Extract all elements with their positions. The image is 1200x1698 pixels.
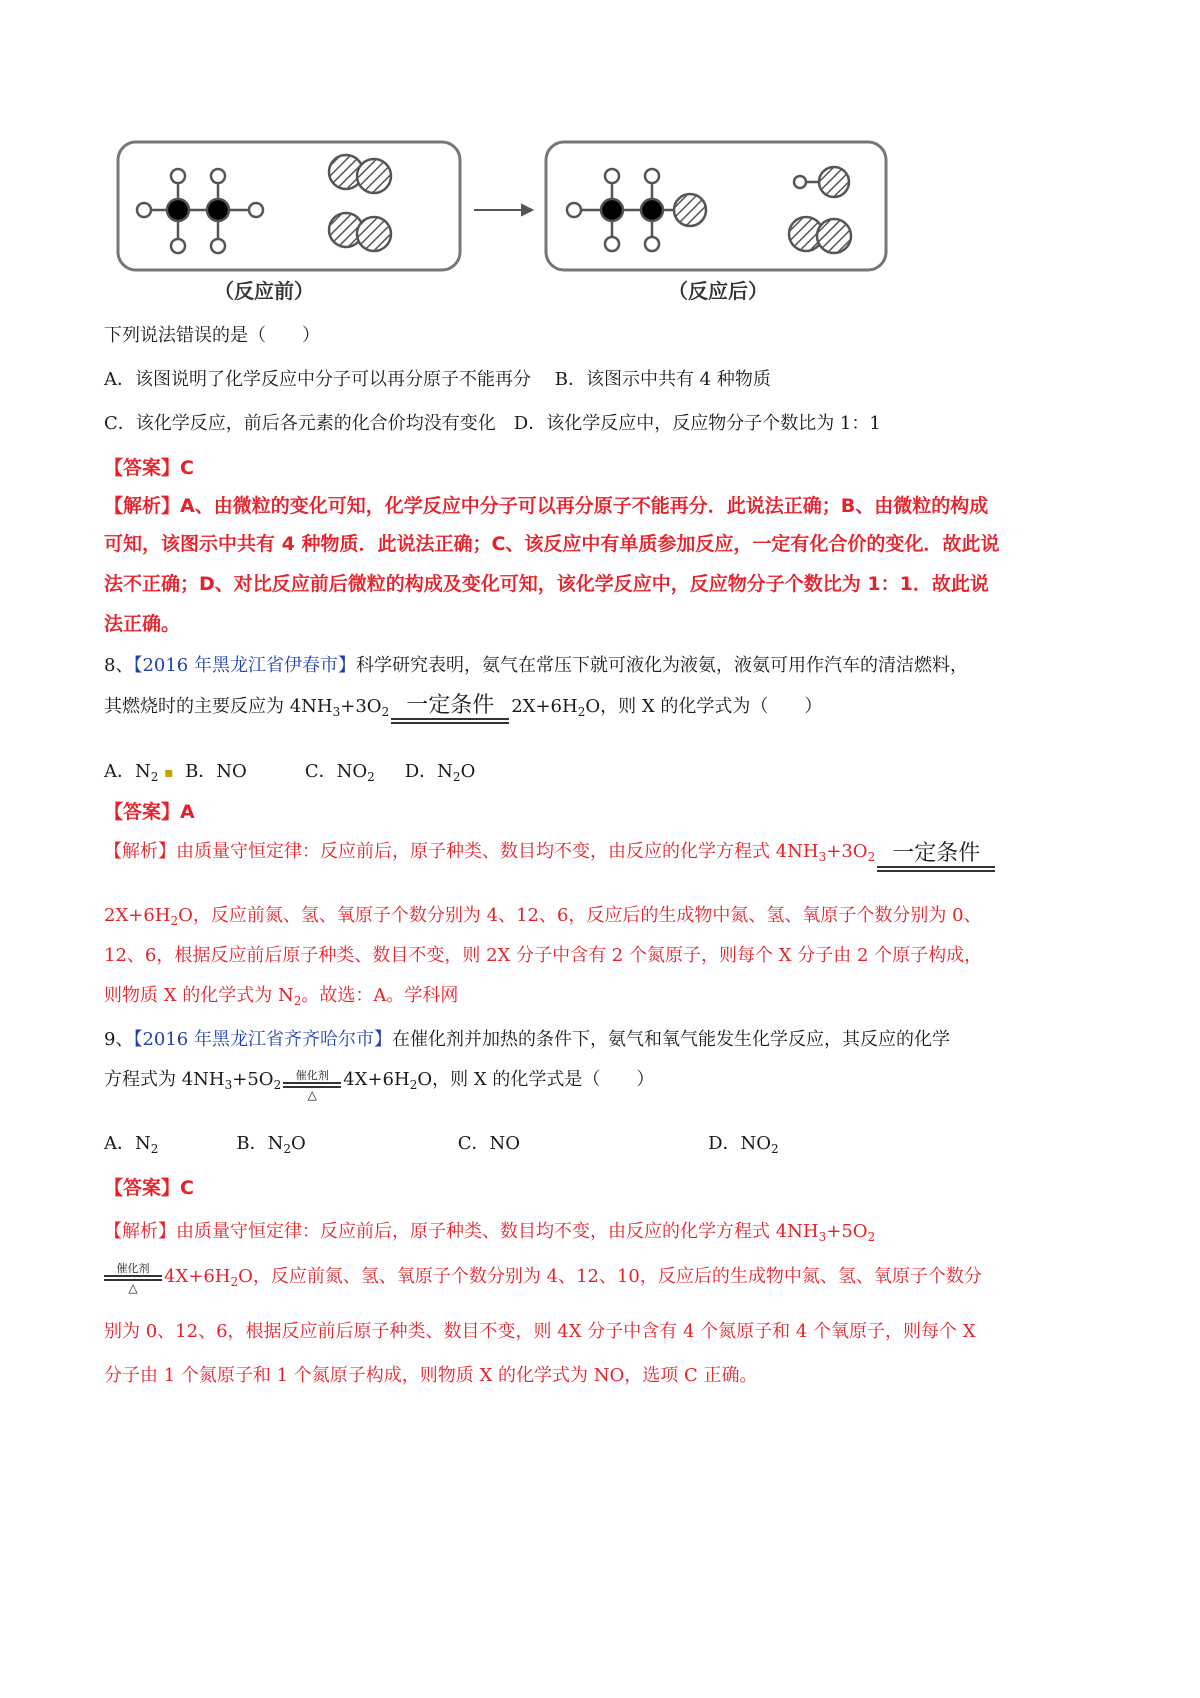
analysis-part: +3O — [826, 841, 868, 862]
option-b: B．N — [236, 1133, 284, 1154]
analysis-part: 则物质 X 的化学式为 N — [104, 985, 294, 1006]
q8-analysis-line1 — [104, 832, 997, 872]
catalyst-text: 催化剂 — [116, 1262, 150, 1275]
analysis-part: 【解析】由质量守恒定律：反应前后，原子种类、数目均不变，由反应的化学方程式 4NH — [104, 841, 819, 862]
q8-stem-line1 — [104, 654, 968, 678]
q8-answer: 【答案】A — [104, 801, 195, 823]
q8-analysis-line4 — [104, 984, 458, 1008]
q9-stem-part: 方程式为 4NH — [104, 1069, 225, 1090]
q7-answer: 【答案】C — [104, 457, 194, 479]
q7-analysis-line: 法正确。 — [104, 613, 181, 635]
condition-text: 一定条件 — [406, 693, 495, 718]
subscript: 3 — [818, 850, 827, 864]
subscript: 3 — [332, 705, 341, 719]
option-d: D．NO — [708, 1133, 772, 1154]
subscript: 2 — [771, 1142, 779, 1156]
q9-options — [104, 1132, 779, 1156]
subscript: 2 — [367, 770, 375, 784]
q8-analysis-line3: 12、6，根据反应前后原子种类、数目不变，则 2X 分子中含有 2 个氮原子，则每个 X 分子由 2 个原子构成， — [104, 945, 983, 966]
q8-stem-text: 科学研究表明，氨气在常压下就可液化为液氨，液氨可用作汽车的清洁燃料， — [355, 655, 968, 676]
q7-analysis-line: 可知，该图示中共有 4 种物质．此说法正确；C、该反应中有单质参加反应，一定有化合价的变化．故此说 — [104, 533, 1000, 555]
before-label: （反应前） — [214, 279, 314, 303]
heat-symbol: △ — [128, 1281, 138, 1295]
subscript: 2 — [867, 1230, 876, 1244]
dot-mark: ▪ — [164, 765, 174, 781]
q9-analysis-line3: 别为 0、12、6，根据反应前后原子种类、数目不变，则 4X 分子中含有 4 个氮原子和 4 个氧原子，则每个 X — [104, 1321, 976, 1342]
option-b-suffix: O — [291, 1133, 306, 1154]
q7-analysis-line: 【解析】A、由微粒的变化可知，化学反应中分子可以再分原子不能再分．此说法正确；B、由微粒的构成 — [104, 495, 989, 517]
subscript: 3 — [224, 1078, 233, 1092]
heat-symbol: △ — [307, 1088, 317, 1102]
analysis-part: O，反应前氮、氢、氧原子个数分别为 4、12、10，反应后的生成物中氮、氢、氧原子个数分 — [238, 1266, 982, 1287]
q7-analysis-line: 法不正确；D、对比反应前后微粒的构成及变化可知，该化学反应中，反应物分子个数比为 1：1．故此说 — [104, 573, 989, 595]
q9-stem-part: +5O — [232, 1069, 274, 1090]
reaction-condition — [104, 1263, 162, 1295]
option-c: C．NO — [304, 761, 368, 782]
q8-options — [104, 760, 475, 785]
subscript: 3 — [818, 1230, 827, 1244]
q8-stem-part: O，则 X 的化学式为（ ） — [585, 696, 823, 717]
q7-options-row2: C．该化学反应，前后各元素的化合价均没有变化 D．该化学反应中，反应物分子个数比为 1：1 — [104, 413, 881, 434]
option-d: D．N — [404, 761, 453, 782]
option-c: C．NO — [457, 1133, 521, 1154]
q9-number: 9、 — [104, 1029, 134, 1050]
q9-stem-line2 — [104, 1066, 654, 1102]
subscript: 2 — [283, 1142, 292, 1156]
q8-stem-part: 其燃烧时的主要反应为 4NH — [104, 696, 333, 717]
q9-answer: 【答案】C — [104, 1177, 194, 1199]
analysis-part: O，反应前氮、氢、氧原子个数分别为 4、12、6，反应后的生成物中氮、氢、氧原子个数分别为 0、 — [178, 905, 982, 926]
subscript: 2 — [230, 1275, 239, 1289]
q8-stem-line2 — [104, 690, 822, 724]
subscript: 2 — [150, 770, 159, 784]
q9-analysis-line4: 分子由 1 个氮原子和 1 个氮原子构成，则物质 X 的化学式为 NO，选项 C 正确。 — [104, 1365, 758, 1386]
subscript: 2 — [452, 770, 461, 784]
q9-source: 【2016 年黑龙江省齐齐哈尔市】 — [133, 1029, 392, 1050]
analysis-part: 【解析】由质量守恒定律：反应前后，原子种类、数目均不变，由反应的化学方程式 4NH — [104, 1221, 819, 1242]
condition-text: 一定条件 — [892, 841, 981, 866]
q8-stem-part: +3O — [340, 696, 382, 717]
q8-stem-part: 2X+6H — [511, 696, 578, 717]
reaction-condition — [877, 842, 995, 872]
q9-stem-part: O，则 X 的化学式是（ ） — [417, 1069, 655, 1090]
after-label: （反应后） — [668, 279, 768, 303]
subscript: 2 — [867, 850, 876, 864]
q9-analysis-line2 — [104, 1262, 982, 1295]
reaction-diagram — [0, 0, 1200, 340]
option-a: A．N — [104, 761, 151, 782]
reaction-arrow — [474, 205, 532, 215]
catalyst-text: 催化剂 — [295, 1069, 329, 1082]
q9-stem-part: 4X+6H — [343, 1069, 410, 1090]
subscript: 2 — [293, 994, 302, 1008]
subscript: 2 — [170, 914, 179, 928]
option-d-suffix: O — [460, 761, 476, 782]
analysis-part: 4X+6H — [164, 1266, 231, 1287]
analysis-part: 2X+6H — [104, 905, 171, 926]
subscript: 2 — [381, 705, 390, 719]
subscript: 2 — [150, 1142, 159, 1156]
subscript: 2 — [409, 1078, 418, 1092]
analysis-part: +5O — [826, 1221, 868, 1242]
q8-number: 8、 — [104, 655, 134, 676]
q9-analysis-line1 — [104, 1220, 875, 1244]
reaction-condition — [391, 694, 509, 724]
subscript: 2 — [273, 1078, 282, 1092]
q8-analysis-line2 — [104, 904, 982, 928]
q9-stem-text: 在催化剂并加热的条件下，氨气和氧气能发生化学反应，其反应的化学 — [391, 1029, 950, 1050]
equals-bar — [391, 718, 509, 724]
equals-bar — [877, 866, 995, 872]
subscript: 2 — [577, 705, 586, 719]
q7-options-row1: A．该图说明了化学反应中分子可以再分原子不能再分 B．该图示中共有 4 种物质 — [104, 369, 771, 390]
q9-stem-line1 — [104, 1028, 950, 1052]
option-b: B．NO — [185, 761, 247, 782]
q7-stem: 下列说法错误的是（ ） — [104, 325, 320, 346]
q8-source: 【2016 年黑龙江省伊春市】 — [133, 655, 356, 676]
analysis-part: 。故选：A。学科网 — [301, 985, 459, 1006]
reaction-condition — [283, 1070, 341, 1102]
option-a: A．N — [104, 1133, 151, 1154]
